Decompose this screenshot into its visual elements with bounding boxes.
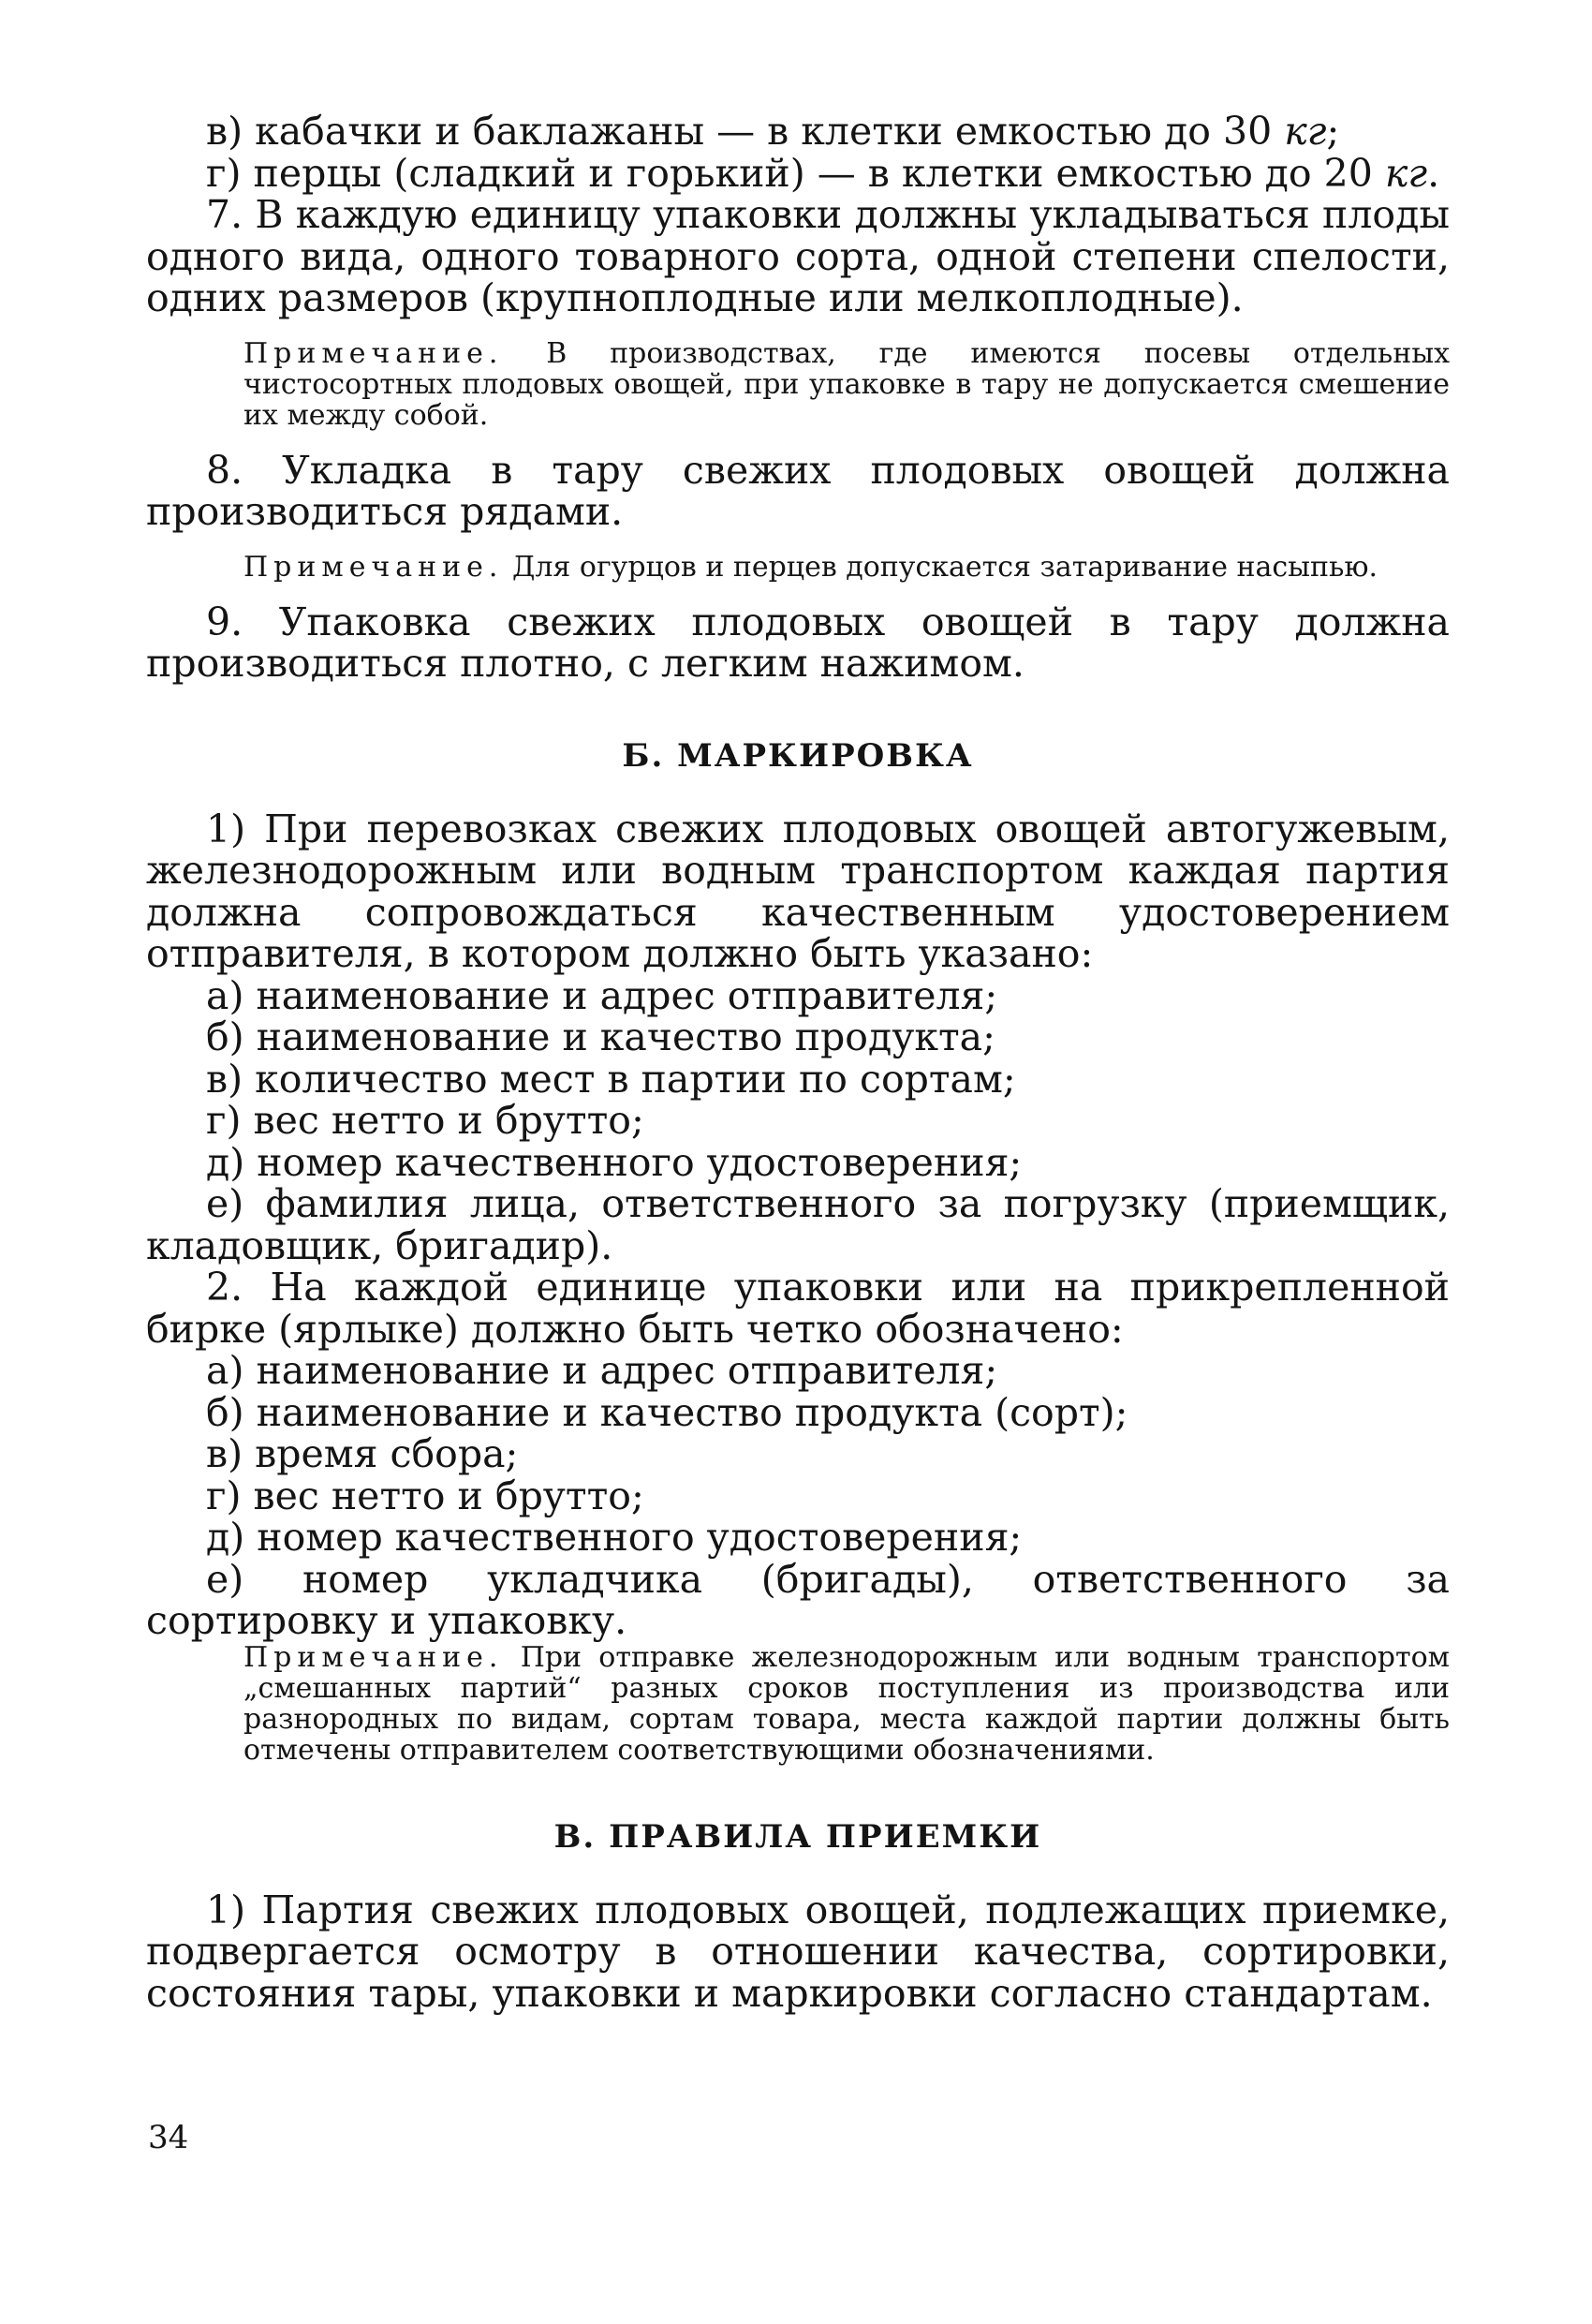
- note-2-label: Примечание.: [243, 550, 504, 584]
- list2-item-g: г) вес нетто и брутто;: [206, 1473, 644, 1518]
- page-content: [146, 111, 1450, 2014]
- list2-item-b: б) наименование и качество продукта (сорт);: [206, 1389, 1128, 1435]
- section-v-paragraph-1: 1) Партия свежих плодовых овощей, подлежащих приемке, подвергается осмотру в отношении качества, сортировки, состояния тары, упаковки и маркировки согласно стандартам.: [146, 1887, 1450, 2016]
- list2-item-a: а) наименование и адрес отправителя;: [206, 1348, 998, 1393]
- paragraph-9: 9. Упаковка свежих плодовых овощей в тару должна производиться плотно, с легким нажимом.: [146, 599, 1450, 686]
- page-number: 34: [148, 2119, 189, 2156]
- list1-item-g: г) вес нетто и брутто;: [206, 1098, 644, 1143]
- list1-item-v: в) количество мест в партии по сортам;: [206, 1056, 1016, 1102]
- item-g-line: [146, 150, 1450, 196]
- item-v-line: [146, 111, 1450, 153]
- note-1-label: Примечание.: [243, 336, 504, 370]
- list2-item-v: в) время сбора;: [206, 1431, 519, 1476]
- item-g-text: г) перцы (сладкий и горький) — в клетки емкостью до 20: [206, 150, 1385, 196]
- note-3-label: Примечание.: [243, 1640, 504, 1674]
- note-3: [146, 1642, 1450, 1766]
- note-2-text: Для огурцов и перцев допускается затаривание насыпью.: [503, 550, 1378, 584]
- list1-item-a: а) наименование и адрес отправителя;: [206, 972, 998, 1018]
- section-b-heading: Б. МАРКИРОВКА: [622, 736, 974, 775]
- section-v-heading: В. ПРАВИЛА ПРИЕМКИ: [553, 1817, 1042, 1856]
- paragraph-7: 7. В каждую единицу упаковки должны укладываться плоды одного вида, одного товарного сорта, одной степени спелости, одних размеров (крупноплодные или мелкоплодные).: [146, 192, 1450, 320]
- list1-item-b: б) наименование и качество продукта;: [206, 1014, 995, 1059]
- note-3-text: При отправке железнодорожным или водным транспортом „смешанных партий“ разных сроков поступления из производства или разнородных по видам, сортам товара, места каждой партии должны быть отмечены отправителем соответствующими обозначениями.: [243, 1640, 1450, 1767]
- note-1-text: В производствах, где имеются посевы отдельных чистосортных плодовых овощей, при упаковке в тару не допускается смешение их между собой.: [243, 336, 1450, 432]
- section-b-paragraph-2: 2. На каждой единице упаковки или на прикрепленной бирке (ярлыке) должно быть четко обозначено:: [146, 1265, 1450, 1352]
- list2-item-d: д) номер качественного удостоверения;: [206, 1515, 1023, 1560]
- item-v-end: ;: [1326, 109, 1340, 154]
- list1-item-d: д) номер качественного удостоверения;: [206, 1139, 1023, 1185]
- note-2: [146, 552, 1450, 583]
- list2-item-e: е) номер укладчика (бригады), ответственного за сортировку и упаковку.: [146, 1556, 1450, 1643]
- item-v-unit: кг: [1284, 109, 1327, 154]
- list1-item-e: е) фамилия лица, ответственного за погрузку (приемщик, кладовщик, бригадир).: [146, 1181, 1450, 1268]
- paragraph-8: 8. Укладка в тару свежих плодовых овощей должна производиться рядами.: [146, 447, 1450, 534]
- note-1: [146, 338, 1450, 431]
- item-g-end: .: [1427, 150, 1440, 196]
- item-v-text: в) кабачки и баклажаны — в клетки емкостью до 30: [206, 109, 1285, 154]
- section-b-paragraph-1: 1) При перевозках свежих плодовых овощей автогужевым, железнодорожным или водным транспортом каждая партия должна сопровождаться качественным удостоверением отправителя, в котором должно быть указано:: [146, 806, 1450, 976]
- item-g-unit: кг: [1384, 150, 1428, 196]
